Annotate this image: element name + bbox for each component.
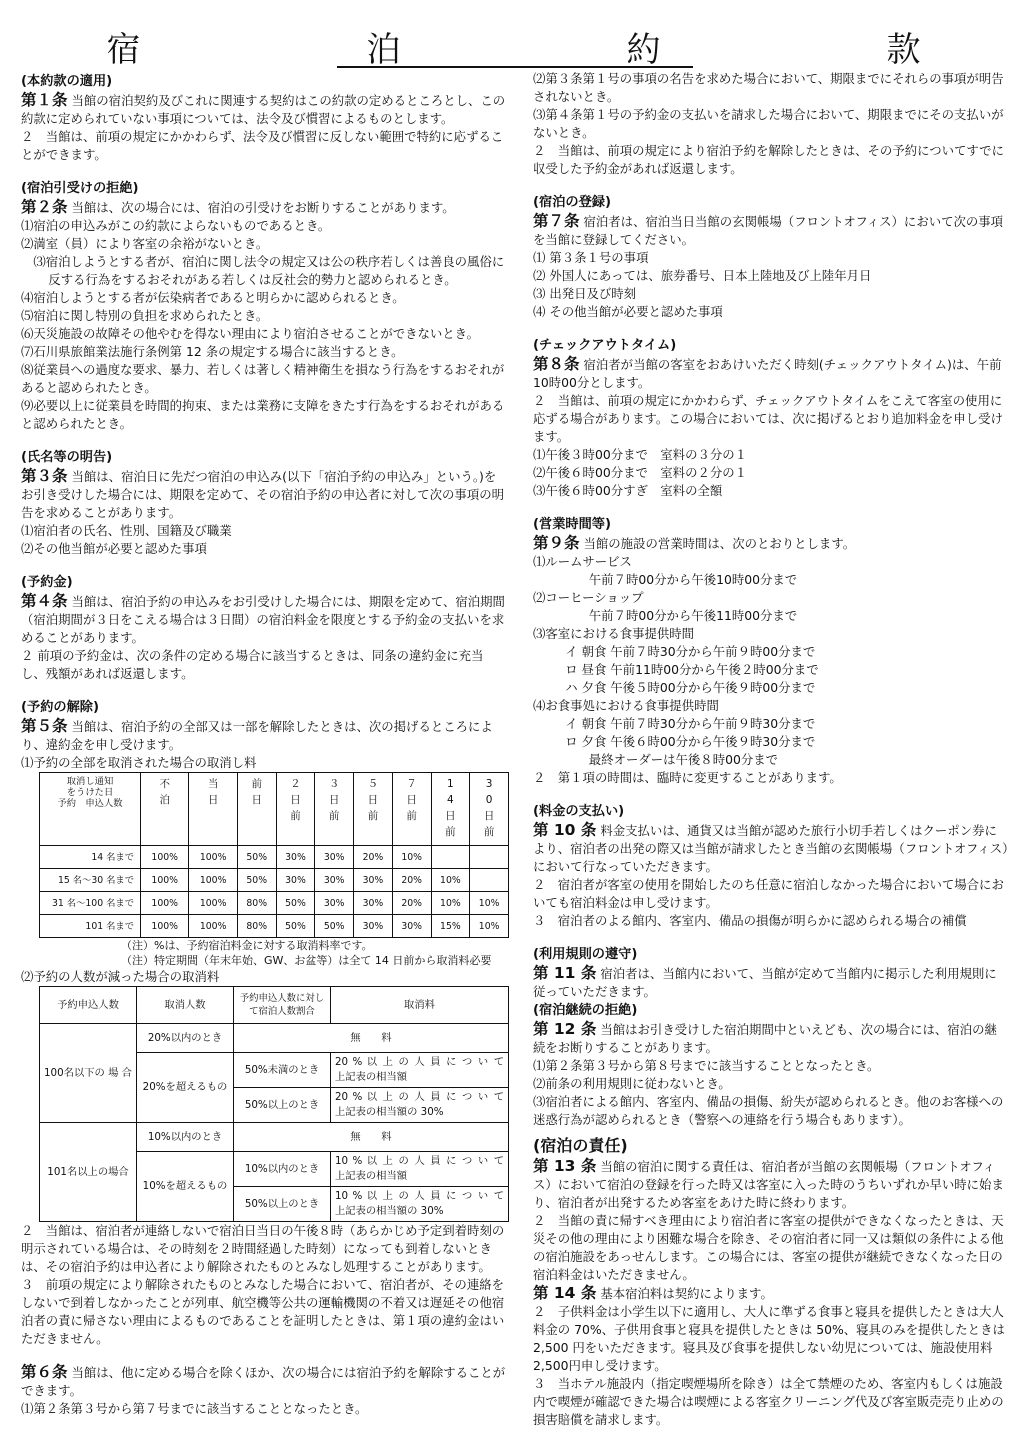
section-article-8: [533, 336, 1009, 500]
article-number: 第 13 条: [533, 1157, 597, 1175]
article-text: 当館の宿泊契約及びこれに関連する契約はこの約款の定めるところとし、この約款に定められていない事項については、法令及び慣習によるものとします。: [21, 93, 506, 126]
list-item: ⑴午後３時00分まで 室料の３分の１: [533, 447, 748, 462]
table-cell: 50%未満のとき: [234, 1053, 331, 1088]
section-heading: (宿泊引受けの拒絶): [21, 181, 139, 196]
table-cell: 20 % 以 上 の 人 員 に つ い て 上記表の相当額の 30%: [331, 1088, 509, 1123]
table-cell: [431, 846, 470, 869]
article-paragraph: [533, 1020, 1009, 1057]
section-article-9: [533, 515, 1009, 787]
table-cell: 10 % 以 上 の 人 員 に つ い て 上記表の相当額: [331, 1152, 509, 1187]
list-item: ⑵コーヒーショップ: [533, 590, 644, 605]
table-cell: 15%: [431, 915, 470, 938]
table-cell: 無 料: [234, 1024, 509, 1053]
article-number: 第 10 条: [533, 821, 597, 839]
list-item: ⑷お食事処における食事提供時間: [533, 698, 719, 713]
list-item: ⑶宿泊しようとする者が、宿泊に関し法令の規定又は公の秩序若しくは善良の風俗に反する行為をするおそれがある若しくは反社会的勢力と認められるとき。: [33, 254, 505, 287]
article-number: 第 14 条: [533, 1284, 597, 1302]
table-cell: 20%: [392, 869, 431, 892]
table-cell: 50%: [276, 892, 315, 915]
column-header: ３日前: [315, 773, 354, 846]
table-caption: ⑴予約の全部を取消された場合の取消し料: [21, 755, 257, 770]
article-paragraph: [533, 964, 1009, 1001]
table-cell: 10%: [392, 846, 431, 869]
table-cell: 100%: [189, 869, 237, 892]
section-heading: (宿泊の責任): [533, 1136, 628, 1155]
table-note: （注）%は、予約宿泊料金に対する取消料率です。: [121, 939, 373, 952]
table-cell: 30%: [315, 869, 354, 892]
section-article-10: [533, 802, 1009, 930]
article-paragraph-2: ２ 第１項の時間は、臨時に変更することがあります。: [533, 770, 842, 785]
article-paragraph-2: ２ 当館は、前項の規定にかかわらず、法令及び慣習に反しない範囲で特約に応ずることができます。: [21, 129, 504, 162]
table-row: [40, 892, 509, 915]
table-cell: 30%: [315, 892, 354, 915]
article-paragraph-3: ３ 当ホテル施設内（指定喫煙場所を除き）は全て禁煙のため、客室内もしくは施設内で喫煙が確認できた場合は喫煙による客室クリーニング代及び客室販売売り止めの損害賠償を請求します。: [533, 1376, 1004, 1427]
group-label: 100名以下の 場 合: [40, 1024, 137, 1123]
article-number: 第８条: [533, 355, 580, 373]
article-text: 当館の宿泊に関する責任は、宿泊者が当館の玄関帳場（フロントオフィス）において宿泊の登録を行った時又は客室に入った時のうちいずれか早い時に始まり、宿泊者が出発するため客室をあけた時に終わります。: [533, 1159, 1004, 1210]
section-article-11: [533, 945, 1009, 1001]
list-item: ⑵第３条第１号の事項の名告を求めた場合において、期限までにそれらの事項が明告されないとき。: [533, 71, 1004, 104]
table-cell: 80%: [237, 892, 276, 915]
list-item: ⑵満室（員）により客室の余裕がないとき。: [21, 236, 269, 251]
article-paragraph: [533, 821, 1009, 876]
table-cell: 100%: [189, 846, 237, 869]
section-heading: (宿泊の登録): [533, 195, 611, 210]
column-header: 14日前: [431, 773, 470, 846]
article-paragraph: [21, 467, 507, 522]
column-header: 前日: [237, 773, 276, 846]
table-cell: 50%以上のとき: [234, 1088, 331, 1123]
table-row: [40, 1123, 509, 1152]
section-heading: (宿泊継続の拒絶): [533, 1003, 638, 1018]
list-subitem: ロ 夕食 午後６時00分から午後９時30分まで: [565, 734, 816, 749]
table-corner: [40, 773, 141, 846]
section-heading: (利用規則の遵守): [533, 947, 638, 962]
list-item: ⑴ルームサービス: [533, 554, 632, 569]
table-note: （注）特定期間（年末年始、GW、お盆等）は全て 14 日前から取消料必要: [121, 954, 492, 967]
section-article-3: [21, 448, 507, 558]
table-cell: 100%: [189, 915, 237, 938]
row-label: 31 名～100 名まで: [40, 892, 141, 915]
table-cell: 30%: [315, 846, 354, 869]
table-cell: 30%: [276, 869, 315, 892]
section-article-2: [21, 179, 507, 433]
article-number: 第 12 条: [533, 1020, 597, 1038]
article-number: 第９条: [533, 534, 580, 552]
column-header: ７日前: [392, 773, 431, 846]
table-header-row: [40, 773, 509, 846]
table-cell: 30%: [392, 915, 431, 938]
article-paragraph-2: ２ 当館は、前項の規定により宿泊予約を解除したときは、その予約についてすでに収受した予約金があれば返還します。: [533, 143, 1004, 176]
table-cell: 20%: [392, 892, 431, 915]
table-cell: 50%以上のとき: [234, 1187, 331, 1222]
column-header: 予約申込人数に対して宿泊人数割合: [234, 987, 331, 1024]
article-paragraph-2: ２ 子供料金は小学生以下に適用し、大人に準ずる食事と寝具を提供したときは大人料金の 70%、子供用食事と寝具を提供したときは 50%、寝具のみを提供したときは 2,500 円をいただきます。寝具及び食事を提供しない幼児については、施設使用料 2,500円申し受けます。: [533, 1304, 1005, 1373]
article-paragraph: [21, 717, 507, 754]
article-text: 当館は、次の場合には、宿泊の引受けをお断りすることがあります。: [71, 200, 455, 215]
section-article-1: [21, 72, 507, 164]
section-article-4: [21, 573, 507, 683]
list-item: ⑶宿泊者による館内、客室内、備品の損傷、紛失が認められるとき。他のお客様への迷惑行為が認められるとき（警察への連絡を行う場合もあります）。: [533, 1094, 1004, 1127]
table-cell: 10 % 以 上 の 人 員 に つ い て 上記表の相当額の 30%: [331, 1187, 509, 1222]
table-cell: 10%: [470, 915, 509, 938]
section-heading: (予約の解除): [21, 700, 99, 715]
article-number: 第４条: [21, 592, 68, 610]
list-item: ⑴宿泊の申込みがこの約款によらないものであるとき。: [21, 218, 331, 233]
row-label: 101 名まで: [40, 915, 141, 938]
list-item: ⑴第２条第３号から第７号までに該当することとなったとき。: [21, 1401, 368, 1416]
table-cell: 20%以内のとき: [137, 1024, 234, 1053]
table-cell: [470, 869, 509, 892]
section-article-12: [533, 1001, 1009, 1129]
right-column: [533, 70, 1009, 1429]
article-paragraph: [533, 212, 1009, 249]
section-article-6: [21, 1363, 507, 1418]
table-cell: 30%: [276, 846, 315, 869]
table-cell: 30%: [354, 869, 393, 892]
column-header: 当日: [189, 773, 237, 846]
section-heading: (氏名等の明告): [21, 450, 113, 465]
group-label: 101名以上の場合: [40, 1123, 137, 1222]
article-paragraph-3: ３ 前項の規定により解除されたものとみなした場合において、宿泊者が、その連絡をしないで到着しなかったことが列車、航空機等公共の運輸機関の不着又は遅延その他宿泊者の責に帰さない理由によるものであることを証明したときは、第１項の違約金はいただきません。: [21, 1277, 505, 1346]
list-item: ⑸宿泊に関し特別の負担を求められたとき。: [21, 308, 269, 323]
reduction-fee-table: [39, 986, 509, 1222]
table-cell: 50%: [237, 869, 276, 892]
list-item: ⑹天災施設の故障その他やむを得ない理由により宿泊させることができないとき。: [21, 326, 479, 341]
article-number: 第６条: [21, 1363, 68, 1381]
table-cell: 10%以内のとき: [234, 1152, 331, 1187]
list-item: ⑶ 出発日及び時刻: [533, 286, 637, 301]
column-header: 予約申込人数: [40, 987, 137, 1024]
list-item: ⑴ 第３条１号の事項: [533, 250, 649, 265]
table-cell: 20 % 以 上 の 人 員 に つ い て 上記表の相当額: [331, 1053, 509, 1088]
table-cell: 100%: [141, 869, 189, 892]
article-paragraph: [21, 1363, 507, 1400]
table-cell: 10%: [470, 892, 509, 915]
table-row: [40, 1024, 509, 1053]
row-label: 15 名～30 名まで: [40, 869, 141, 892]
list-item: ⑺石川県旅館業法施行条例第 12 条の規定する場合に該当するとき。: [21, 344, 404, 359]
article-paragraph: [533, 1157, 1009, 1212]
list-item: ⑵ 外国人にあっては、旅券番号、日本上陸地及び上陸年月日: [533, 268, 872, 283]
article-paragraph-2: ２ 宿泊者が客室の使用を開始したのち任意に宿泊しなかった場合において場合においても宿泊料金は申し受けます。: [533, 877, 1004, 910]
article-paragraph-2: ２ 当館は、宿泊者が連絡しないで宿泊日当日の午後８時（あらかじめ予定到着時刻の明示されている場合は、その時刻を２時間経過した時刻）になっても到着しないときは、その宿泊予約は申込者により解除されたものとみなし処理することがあります。: [21, 1223, 505, 1274]
list-subitem: 午前７時00分から午後10時00分まで: [588, 572, 798, 587]
article-text: 当館はお引き受けした宿泊期間中といえども、次の場合には、宿泊の継続をお断りすることがあります。: [533, 1022, 997, 1055]
table-cell: 10%以内のとき: [137, 1123, 234, 1152]
list-item: ⑵午後６時00分まで 室料の２分の１: [533, 465, 748, 480]
list-item: ⑶午後６時00分すぎ 室料の全額: [533, 483, 723, 498]
table-row: [40, 915, 509, 938]
list-item: ⑼必要以上に従業員を時間的拘束、または業務に支障をきたす行為をするおそれがあると認められたとき。: [21, 398, 505, 431]
left-column: [21, 72, 507, 1418]
article-number: 第１条: [21, 91, 68, 109]
section-heading: (料金の支払い): [533, 804, 625, 819]
article-number: 第７条: [533, 212, 580, 230]
article-number: 第３条: [21, 467, 68, 485]
section-article-5: [21, 698, 507, 1348]
column-header: 不泊: [141, 773, 189, 846]
article-paragraph: [21, 198, 507, 217]
article-text: 宿泊者は、宿泊当日当館の玄関帳場（フロントオフィス）において次の事項を当館に登録してください。: [533, 214, 1004, 247]
article-text: 当館は、宿泊予約の申込みをお引受けした場合には、期限を定めて、宿泊期間（宿泊期間が３日をこえる場合は３日間）の宿泊料金を限度とする予約金の支払いを求めることがあります。: [21, 594, 505, 645]
list-item: ⑶第４条第１号の予約金の支払いを請求した場合において、期限までにその支払いがないとき。: [533, 107, 1004, 140]
article-paragraph-2: ２ 当館は、前項の規定にかかわらず、チェックアウトタイムをこえて客室の使用に応ずる場合があります。この場合においては、次に掲げるとおり追加料金を申し受けます。: [533, 393, 1003, 444]
section-heading: (本約款の適用): [21, 74, 113, 89]
table-cell: 10%: [431, 892, 470, 915]
list-subitem: 最終オーダーは午後８時00分まで: [588, 752, 779, 767]
list-item: ⑴宿泊者の氏名、性別、国籍及び職業: [21, 523, 232, 538]
article-paragraph-2: ２ 前項の予約金は、次の条件の定める場合に該当するときは、同条の違約金に充当し、残額があれば返還します。: [21, 648, 484, 681]
section-heading: (チェックアウトタイム): [533, 338, 677, 353]
column-header: ５日前: [354, 773, 393, 846]
section-article-7: [533, 193, 1009, 321]
corner-line: 取消し通知: [66, 776, 114, 787]
table-cell: 50%: [276, 915, 315, 938]
cancellation-fee-table: [39, 772, 509, 938]
table-cell: 50%: [315, 915, 354, 938]
article-paragraph: [533, 355, 1009, 392]
table-cell: 100%: [189, 892, 237, 915]
list-item: ⑴第２条第３号から第８号までに該当することとなったとき。: [533, 1058, 880, 1073]
column-header: 30日前: [470, 773, 509, 846]
list-item: ⑷ その他当館が必要と認めた事項: [533, 304, 723, 319]
list-subitem: イ 朝食 午前７時30分から午前９時00分まで: [565, 644, 816, 659]
article-paragraph-2: ２ 当館の責に帰すべき理由により宿泊者に客室の提供ができなくなったときは、天災その他の理由により困難な場合を除き、その宿泊者に同一又は類似の条件による他の宿泊施設をあっせんします。この場合には、客室の提供が継続できなくなった日の宿泊料金はいただきません。: [533, 1213, 1004, 1282]
article-text: 基本宿泊料は契約によります。: [600, 1286, 773, 1301]
column-header: 取消料: [331, 987, 509, 1024]
section-article-13: [533, 1135, 1009, 1284]
article-paragraph: [533, 1284, 1009, 1303]
page-title: 宿 泊 約 款: [106, 30, 1017, 70]
article-text: 当館の施設の営業時間は、次のとおりとします。: [583, 536, 856, 551]
section-article-6-continued: [533, 70, 1009, 178]
table-cell: 10%を超えるもの: [137, 1152, 234, 1222]
table-cell: 100%: [141, 846, 189, 869]
list-subitem: イ 朝食 午前７時30分から午前９時30分まで: [565, 716, 816, 731]
article-paragraph: [21, 91, 507, 128]
table-row: [40, 869, 509, 892]
article-text: 宿泊者が当館の客室をおあけいただく時刻(チェックアウトタイム)は、午前10時00分とします。: [533, 357, 1002, 390]
article-text: 料金支払いは、通貨又は当館が認めた旅行小切手若しくはクーポン券により、宿泊者の出発の際又は当館が請求したとき当館の玄関帳場（フロントオフィス）において行なっていただきます。: [533, 823, 1009, 874]
list-item: ⑵前条の利用規則に従わないとき。: [533, 1076, 731, 1091]
table-cell: 80%: [237, 915, 276, 938]
article-text: 当館は、宿泊予約の全部又は一部を解除したときは、次の掲げるところにより、違約金を申し受けます。: [21, 719, 493, 752]
article-paragraph: [533, 534, 1009, 553]
article-number: 第５条: [21, 717, 68, 735]
table-cell: 10%: [431, 869, 470, 892]
article-paragraph: [21, 592, 507, 647]
article-number: 第２条: [21, 198, 68, 216]
corner-line: をうけた日: [66, 787, 114, 798]
article-text: 宿泊者は、当館内において、当館が定めて当館内に掲示した利用規則に従っていただきます。: [533, 966, 997, 999]
list-subitem: 午前７時00分から午後11時00分まで: [588, 608, 798, 623]
table-cell: 50%: [237, 846, 276, 869]
table-cell: 20%: [354, 846, 393, 869]
section-heading: (営業時間等): [533, 517, 611, 532]
table-header-row: [40, 987, 509, 1024]
article-paragraph-3: ３ 宿泊者のよる館内、客室内、備品の損傷が明らかに認められる場合の補償: [533, 913, 967, 928]
section-article-14: [533, 1284, 1009, 1429]
article-text: 当館は、宿泊日に先だつ宿泊の申込み(以下「宿泊予約の申込み」という。)をお引き受けした場合には、期限を定めて、その宿泊予約の申込者に対して次の事項の明告を求めることがあります。: [21, 469, 504, 520]
table-caption: ⑵予約の人数が減った場合の取消料: [21, 969, 220, 984]
table-cell: [470, 846, 509, 869]
article-number: 第 11 条: [533, 964, 597, 982]
table-cell: 100%: [141, 915, 189, 938]
table-cell: 30%: [354, 892, 393, 915]
section-heading: (予約金): [21, 575, 73, 590]
table-cell: 20%を超えるもの: [137, 1053, 234, 1123]
table-row: [40, 846, 509, 869]
list-item: ⑷宿泊しようとする者が伝染病者であると明らかに認められるとき。: [21, 290, 405, 305]
list-subitem: ロ 昼食 午前11時00分から午後２時00分まで: [565, 662, 819, 677]
table-cell: 30%: [354, 915, 393, 938]
list-item: ⑶客室における食事提供時間: [533, 626, 695, 641]
list-item: ⑵その他当館が必要と認めた事項: [21, 541, 207, 556]
row-label: 14 名まで: [40, 846, 141, 869]
corner-line: 予約 申込人数: [57, 798, 123, 809]
list-subitem: ハ 夕食 午後５時00分から午後９時00分まで: [565, 680, 816, 695]
column-header: 取消人数: [137, 987, 234, 1024]
list-item: ⑻従業員への過度な要求、暴力、若しくは著しく精神衛生を損なう行為をするおそれがあると認められたとき。: [21, 362, 505, 395]
title-underline: [337, 66, 693, 68]
article-text: 当館は、他に定める場合を除くほか、次の場合には宿泊予約を解除することができます。: [21, 1365, 506, 1398]
column-header: ２日前: [276, 773, 315, 846]
table-cell: 100%: [141, 892, 189, 915]
table-cell: 無 料: [234, 1123, 509, 1152]
